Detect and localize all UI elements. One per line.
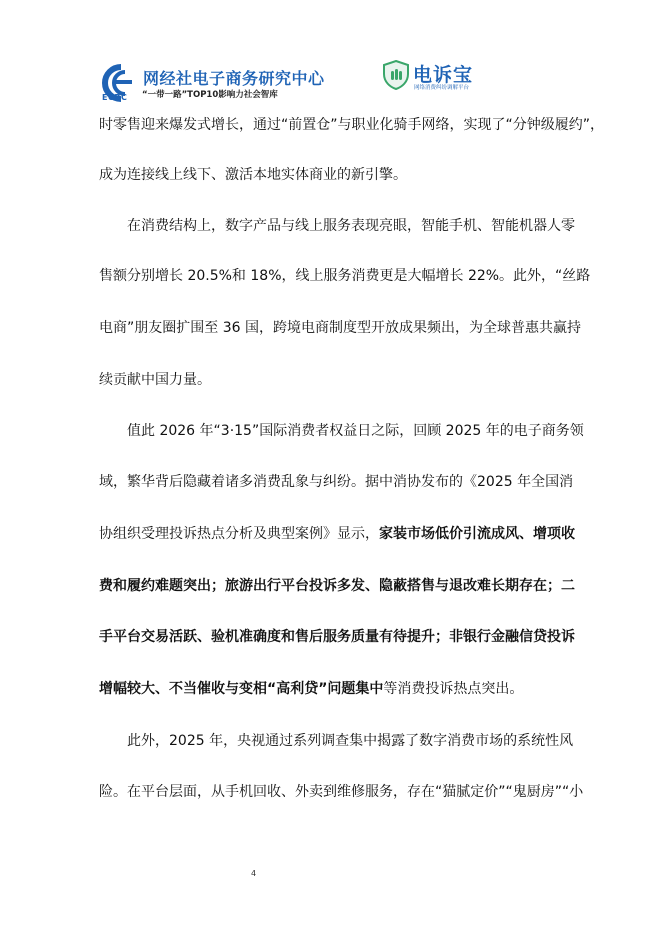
dianshubao-subtitle: 网络消费纠纷调解平台 — [414, 85, 470, 91]
body-text-normal: 协组织受理投诉热点分析及典型案例》显示， — [99, 526, 379, 542]
body-line: 值此 2026 年“3·15”国际消费者权益日之际，回顾 2025 年的电子商务领 — [127, 423, 584, 439]
body-line: 域，繁华背后隐藏着诸多消费乱象与纠纷。据中消协发布的《2025 年全国消 — [99, 474, 574, 490]
body-line: 险。在平台层面，从手机回收、外卖到维修服务，存在“猫腻定价”“鬼厨房”“小 — [99, 784, 584, 800]
dianshubao-name: 电诉宝 — [413, 64, 474, 86]
body-line: 时零售迎来爆发式增长，通过“前置仓”与职业化骑手网络，实现了“分钟级履约”， — [99, 117, 605, 133]
body-line-bold: 费和履约难题突出；旅游出行平台投诉多发、隐蔽搭售与退改难长期存在；二 — [99, 578, 575, 594]
ecrc-abbreviation: ECRC — [102, 93, 128, 102]
page-number: 4 — [251, 869, 257, 878]
shield-icon — [383, 60, 409, 90]
ecrc-org-name: 网经社电子商务研究中心 — [143, 69, 325, 88]
ecrc-slogan: “一带一路”TOP10影响力社会智库 — [142, 90, 278, 100]
dianshubao-logo — [383, 60, 503, 96]
body-text-normal: 等消费投诉热点突出。 — [383, 681, 524, 697]
body-line: 电商”朋友圈扩围至 36 国，跨境电商制度型开放成果频出，为全球普惠共赢持 — [99, 320, 581, 336]
body-line: 售额分别增长 20.5%和 18%，线上服务消费更是大幅增长 22%。此外，“丝路 — [99, 268, 591, 284]
body-line: 成为连接线上线下、激活本地实体商业的新引擎。 — [99, 167, 407, 183]
body-text-bold: 增幅较大、不当催收与变相“高利贷”问题集中 — [99, 681, 384, 697]
ecrc-logo — [101, 63, 325, 105]
body-line: 此外，2025 年，央视通过系列调查集中揭露了数字消费市场的系统性风 — [127, 733, 574, 749]
body-text-bold: 家装市场低价引流成风、增项收 — [379, 526, 575, 542]
body-line — [99, 679, 523, 699]
body-line: 在消费结构上，数字产品与线上服务表现亮眼，智能手机、智能机器人零 — [127, 218, 575, 234]
body-line — [99, 524, 575, 544]
body-line: 续贡献中国力量。 — [99, 372, 211, 388]
body-line-bold: 手平台交易活跃、验机准确度和售后服务质量有待提升；非银行金融信贷投诉 — [99, 629, 575, 645]
